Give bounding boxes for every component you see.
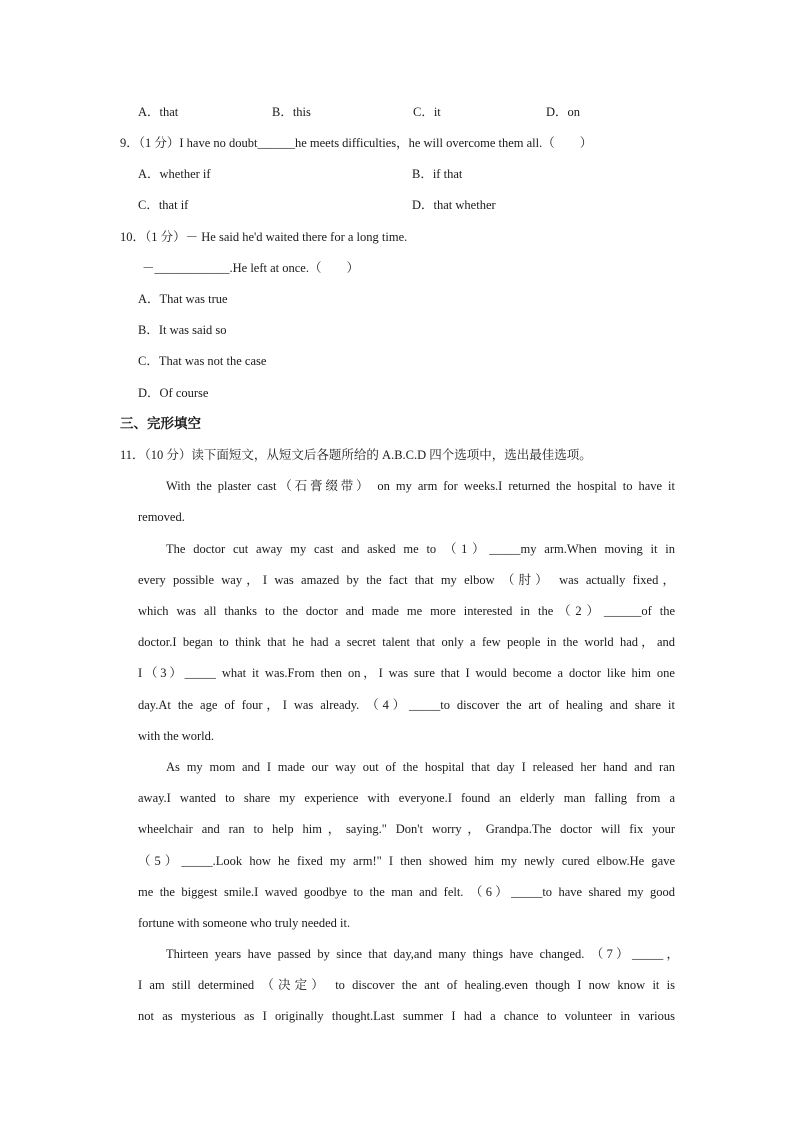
passage-line: With the plaster cast（石膏缀带） on my arm for weeks.I returned the hospital to have it	[166, 479, 675, 493]
passage-line: The doctor cut away my cast and asked me to （1）_____my arm.When moving it in	[166, 542, 675, 556]
passage-line: I am still determined （决定） to discover the ant of healing.even though I now know it is	[138, 978, 675, 992]
passage-line: wheelchair and ran to help him，saying." Don't worry，Grandpa.The doctor will fix your	[138, 822, 675, 836]
q10-stem-reply: －____________.He left at once.（ ）	[142, 261, 359, 275]
passage-line: not as mysterious as I originally thought.Last summer I had a chance to volunteer in various	[138, 1009, 675, 1023]
q11-stem: 11．（10 分）读下面短文，从短文后各题所给的 A.B.C.D 四个选项中，选出最佳选项。	[120, 448, 592, 462]
q9-option-a: A．whether if	[138, 167, 211, 181]
q10-stem: 10．（1 分）－ He said he'd waited there for a long time.	[120, 230, 408, 244]
passage-line: me the biggest smile.I waved goodbye to the man and felt. （6）_____to have shared my good	[138, 885, 675, 899]
q10-option-a: A．That was true	[138, 292, 228, 306]
passage-line: Thirteen years have passed by since that day,and many things have changed. （7）_____，	[166, 947, 679, 961]
passage-line: （5）_____.Look how he fixed my arm!" I then showed him my newly cured elbow.He gave	[138, 854, 675, 868]
passage-line: removed.	[138, 510, 185, 524]
q8-option-d: D．on	[546, 105, 581, 119]
q9-option-d: D．that whether	[412, 198, 496, 212]
passage-line: with the world.	[138, 729, 215, 743]
q10-option-b: B．It was said so	[138, 323, 227, 337]
q10-option-c: C．That was not the case	[138, 354, 267, 368]
section-heading: 三、完形填空	[120, 416, 201, 432]
passage-line: away.I wanted to share my experience with everyone.I found an elderly man falling from a	[138, 791, 675, 805]
passage-line: As my mom and I made our way out of the hospital that day I released her hand and ran	[166, 760, 675, 774]
passage-line: fortune with someone who truly needed it.	[138, 916, 351, 930]
q8-option-b: B．this	[272, 105, 311, 119]
passage-line: every possible way，I was amazed by the fact that my elbow （肘） was actually fixed，	[138, 573, 675, 587]
q10-option-d: D．Of course	[138, 386, 209, 400]
passage-line: day.At the age of four，I was already. （4）_____to discover the art of healing and share it	[138, 698, 675, 712]
passage-line: which was all thanks to the doctor and made me more interested in the（2）______of the	[138, 604, 675, 618]
q9-option-b: B．if that	[412, 167, 463, 181]
q8-option-c: C．it	[413, 105, 441, 119]
q9-stem: 9．（1 分）I have no doubt______he meets difficulties，he will overcome them all.（ ）	[120, 136, 593, 150]
passage-line: doctor.I began to think that he had a secret talent that only a few people in the world had，and	[138, 635, 675, 649]
q9-option-c: C．that if	[138, 198, 189, 212]
q8-option-a: A．that	[138, 105, 179, 119]
passage-line: I（3）_____ what it was.From then on，I was sure that I would become a doctor like him one	[138, 666, 675, 680]
